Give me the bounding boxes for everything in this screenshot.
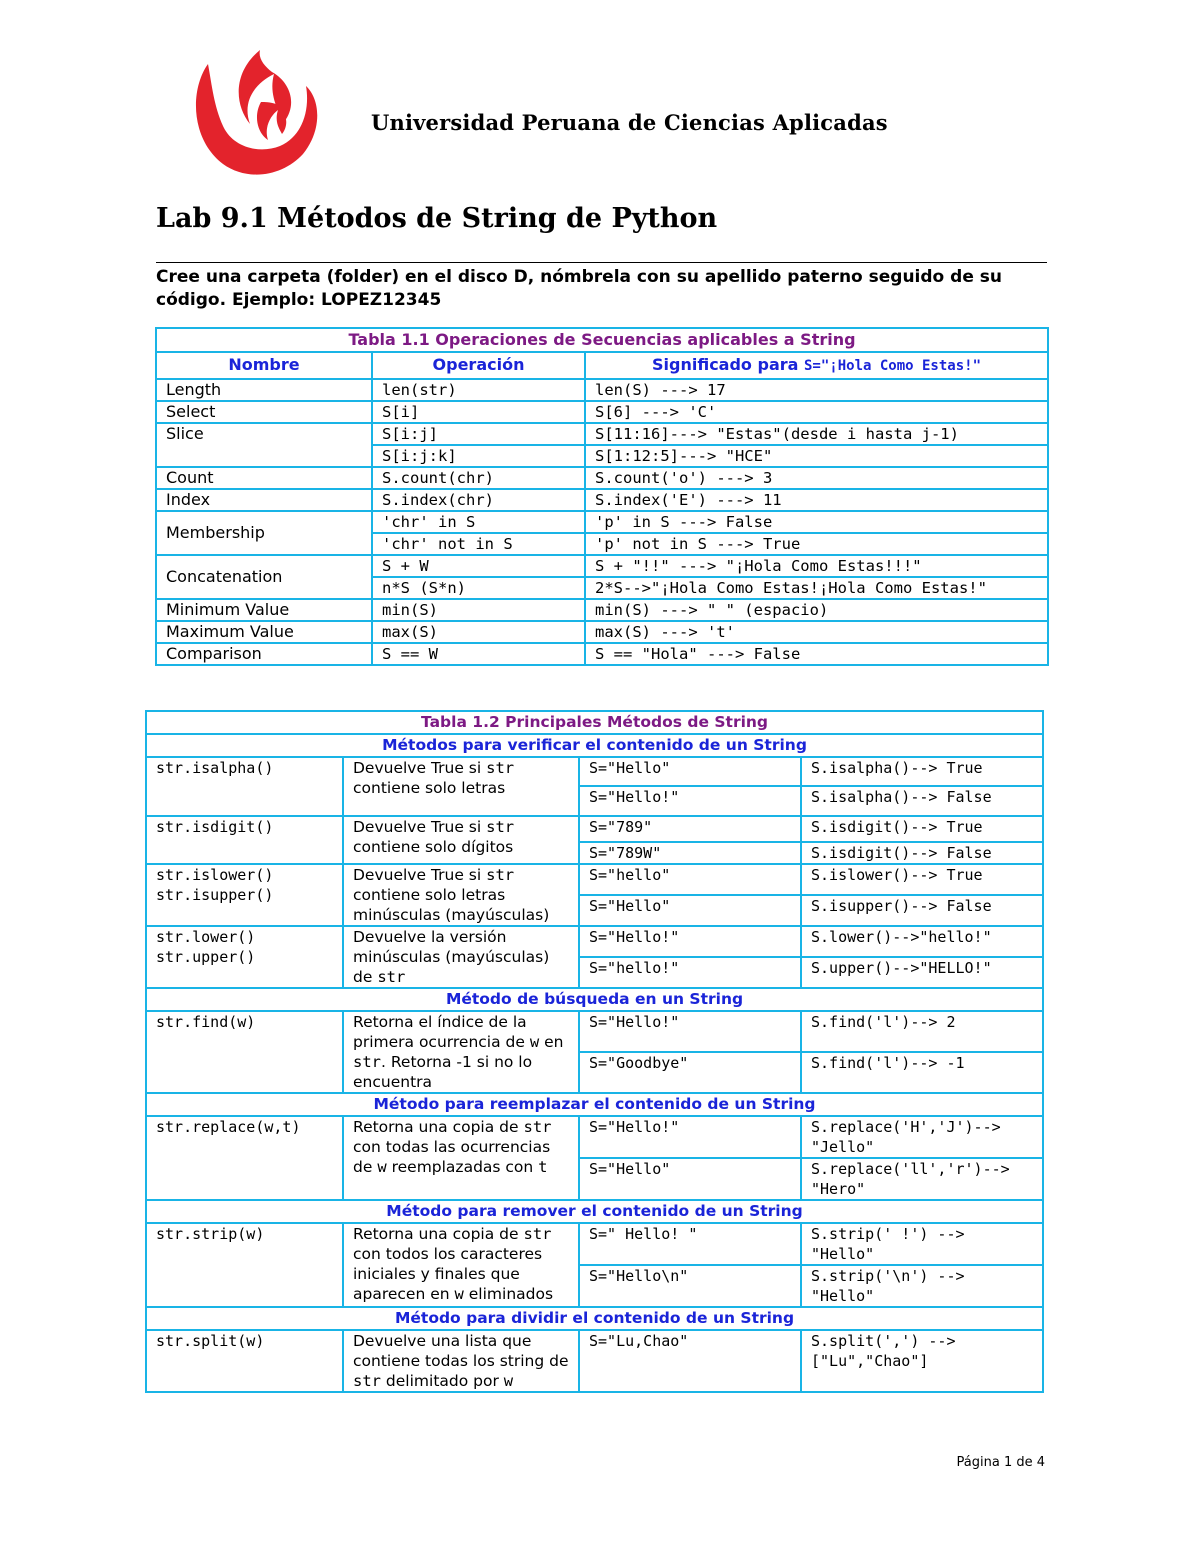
section-row <box>146 988 1043 1011</box>
method-description <box>343 864 579 926</box>
example-input: S="Hello!" <box>579 926 801 957</box>
description-text: contiene solo letras <box>353 779 506 797</box>
operation-example: S[1:12:5]---> "HCE" <box>585 445 1048 467</box>
operation-syntax: min(S) <box>372 599 585 621</box>
table-row <box>156 489 1048 511</box>
example-input: S="hello!" <box>579 957 801 988</box>
operation-name: Concatenation <box>156 555 372 599</box>
string-methods-table <box>145 710 1044 1393</box>
operation-syntax: max(S) <box>372 621 585 643</box>
column-header <box>585 352 1048 379</box>
example-output: S.split(',') --> ["Lu","Chao"] <box>801 1330 1043 1392</box>
method-description <box>343 1223 579 1307</box>
table-row <box>156 555 1048 577</box>
description-code: str <box>353 1372 381 1390</box>
method-row <box>146 1223 1043 1265</box>
method-description <box>343 1330 579 1392</box>
example-output: S.isdigit()--> False <box>801 842 1043 864</box>
operation-syntax: 'chr' not in S <box>372 533 585 555</box>
example-output: S.isalpha()--> False <box>801 786 1043 816</box>
example-output: S.find('l')--> 2 <box>801 1011 1043 1052</box>
description-code: str <box>377 968 406 986</box>
operation-name: Minimum Value <box>156 599 372 621</box>
operation-example: 2*S-->"¡Hola Como Estas!¡Hola Como Estas!" <box>585 577 1048 599</box>
operation-example: S + "!!" ---> "¡Hola Como Estas!!!" <box>585 555 1048 577</box>
description-text: delimitado por <box>381 1372 504 1390</box>
table-row <box>156 467 1048 489</box>
example-output: S.isupper()--> False <box>801 895 1043 926</box>
table-body <box>156 379 1048 665</box>
section-row <box>146 1093 1043 1116</box>
method-row <box>146 1330 1043 1392</box>
operation-example: min(S) ---> " " (espacio) <box>585 599 1048 621</box>
description-code: w <box>454 1285 464 1303</box>
description-text: en <box>539 1033 564 1051</box>
section-title: Métodos para verificar el contenido de un String <box>146 734 1043 757</box>
method-signature: str.isalpha() <box>156 759 274 777</box>
method-row <box>146 1011 1043 1052</box>
operation-syntax: len(str) <box>372 379 585 401</box>
method-description <box>343 1011 579 1093</box>
operation-syntax: S + W <box>372 555 585 577</box>
table-row <box>156 423 1048 445</box>
description-text: Devuelve True si <box>353 759 487 777</box>
example-output: S.upper()-->"HELLO!" <box>801 957 1043 988</box>
example-output: S.find('l')--> -1 <box>801 1052 1043 1093</box>
table-caption: Tabla 1.2 Principales Métodos de String <box>146 711 1043 734</box>
description-code: str <box>523 1225 552 1243</box>
operation-name: Index <box>156 489 372 511</box>
example-input: S="Hello!" <box>579 786 801 816</box>
method-name <box>146 1011 343 1093</box>
description-text: Retorna el índice de la primera ocurrencia de <box>353 1013 530 1051</box>
operation-example: len(S) ---> 17 <box>585 379 1048 401</box>
operation-example: S[11:16]---> "Estas"(desde i hasta j-1) <box>585 423 1048 445</box>
method-signature: str.isdigit() <box>156 818 274 836</box>
operation-syntax: n*S (S*n) <box>372 577 585 599</box>
description-text: Retorna una copia de <box>353 1118 524 1136</box>
operation-example: S.count('o') ---> 3 <box>585 467 1048 489</box>
method-signature: str.strip(w) <box>156 1225 265 1243</box>
university-logo-icon <box>188 44 323 179</box>
method-row <box>146 864 1043 895</box>
method-signature: str.replace(w,t) <box>156 1118 301 1136</box>
method-name <box>146 1116 343 1200</box>
operation-syntax: S.index(chr) <box>372 489 585 511</box>
example-input: S="789" <box>579 816 801 842</box>
example-output: S.strip(' !') --> "Hello" <box>801 1223 1043 1265</box>
operation-example: 'p' not in S ---> True <box>585 533 1048 555</box>
operation-syntax: S[i:j] <box>372 423 585 445</box>
page-number: Página 1 de 4 <box>956 1455 1045 1470</box>
section-row <box>146 1307 1043 1330</box>
section-title: Método para remover el contenido de un String <box>146 1200 1043 1223</box>
table-row <box>156 511 1048 533</box>
operation-name: Comparison <box>156 643 372 665</box>
description-text: reemplazadas con <box>386 1158 539 1176</box>
method-description <box>343 1116 579 1200</box>
table-row <box>156 621 1048 643</box>
operation-name: Membership <box>156 511 372 555</box>
method-signature: str.lower() <box>156 928 256 946</box>
description-text: Devuelve la versión minúsculas (mayúsculas) de <box>353 928 550 986</box>
description-code: str <box>486 759 515 777</box>
document-title: Lab 9.1 Métodos de String de Python <box>156 203 718 234</box>
table-caption: Tabla 1.1 Operaciones de Secuencias aplicables a String <box>156 328 1048 352</box>
example-input: S="789W" <box>579 842 801 864</box>
description-code: w <box>377 1158 387 1176</box>
method-signature: str.islower() <box>156 866 274 884</box>
table-row <box>156 599 1048 621</box>
example-input: S="Hello" <box>579 895 801 926</box>
description-code: str <box>523 1118 552 1136</box>
example-output: S.islower()--> True <box>801 864 1043 895</box>
operation-example: S[6] ---> 'C' <box>585 401 1048 423</box>
example-input: S="hello" <box>579 864 801 895</box>
table-row <box>156 401 1048 423</box>
section-row <box>146 1200 1043 1223</box>
example-input: S=" Hello! " <box>579 1223 801 1265</box>
column-header: Operación <box>372 352 585 379</box>
method-signature: str.split(w) <box>156 1332 265 1350</box>
method-name <box>146 1223 343 1307</box>
description-text: Devuelve True si <box>353 866 487 884</box>
description-text: contiene solo dígitos <box>353 838 514 856</box>
operation-syntax: S[i:j:k] <box>372 445 585 467</box>
operation-syntax: S[i] <box>372 401 585 423</box>
operation-example: S.index('E') ---> 11 <box>585 489 1048 511</box>
method-row <box>146 816 1043 842</box>
example-input: S="Hello!" <box>579 1011 801 1052</box>
sequence-operations-table <box>155 327 1049 666</box>
method-name <box>146 816 343 864</box>
operation-name: Select <box>156 401 372 423</box>
description-text: contiene solo letras minúsculas (mayúsculas) <box>353 886 550 924</box>
operation-name: Length <box>156 379 372 401</box>
description-text: Retorna una copia de <box>353 1225 524 1243</box>
example-output: S.lower()-->"hello!" <box>801 926 1043 957</box>
column-header-code: S="¡Hola Como Estas!" <box>804 358 982 374</box>
instruction-text: Cree una carpeta (folder) en el disco D, nómbrela con su apellido paterno seguido de su código. Ejemplo: LOPEZ12345 <box>156 267 1002 310</box>
example-input: S="Hello\n" <box>579 1265 801 1307</box>
operation-name: Maximum Value <box>156 621 372 643</box>
section-title: Método para dividir el contenido de un String <box>146 1307 1043 1330</box>
description-text: con todos los caracteres iniciales y finales que aparecen en <box>353 1245 543 1303</box>
example-input: S="Goodbye" <box>579 1052 801 1093</box>
example-output: S.strip('\n') --> "Hello" <box>801 1265 1043 1307</box>
example-output: S.isalpha()--> True <box>801 757 1043 786</box>
example-input: S="Lu,Chao" <box>579 1330 801 1392</box>
operation-example: 'p' in S ---> False <box>585 511 1048 533</box>
method-name <box>146 1330 343 1392</box>
section-row <box>146 734 1043 757</box>
example-output: S.replace('H','J')--> "Jello" <box>801 1116 1043 1158</box>
operation-syntax: S.count(chr) <box>372 467 585 489</box>
example-input: S="Hello!" <box>579 1116 801 1158</box>
method-row <box>146 926 1043 957</box>
method-name <box>146 926 343 988</box>
section-title: Método para reemplazar el contenido de un String <box>146 1093 1043 1116</box>
operation-example: max(S) ---> 't' <box>585 621 1048 643</box>
example-input: S="Hello" <box>579 1158 801 1200</box>
operation-name: Slice <box>156 423 372 467</box>
method-description <box>343 926 579 988</box>
table-row <box>156 379 1048 401</box>
method-row <box>146 1116 1043 1158</box>
method-signature: str.upper() <box>156 948 256 966</box>
university-name: Universidad Peruana de Ciencias Aplicadas <box>371 110 888 135</box>
table-body <box>146 734 1043 1392</box>
section-title: Método de búsqueda en un String <box>146 988 1043 1011</box>
description-text: . Retorna -1 si no lo encuentra <box>353 1053 533 1091</box>
description-code: w <box>503 1372 514 1390</box>
description-code: str <box>353 1053 381 1071</box>
description-code: t <box>538 1158 548 1176</box>
description-text: eliminados <box>463 1285 554 1303</box>
operation-example: S == "Hola" ---> False <box>585 643 1048 665</box>
description-text: con todas las ocurrencias de <box>353 1138 551 1176</box>
method-description <box>343 816 579 864</box>
example-input: S="Hello" <box>579 757 801 786</box>
description-code: w <box>529 1033 540 1051</box>
column-header: Nombre <box>156 352 372 379</box>
operation-name: Count <box>156 467 372 489</box>
method-signature: str.isupper() <box>156 886 274 904</box>
description-code: str <box>486 818 515 836</box>
operation-syntax: 'chr' in S <box>372 511 585 533</box>
description-text: Devuelve una lista que contiene todas los string de <box>353 1332 569 1370</box>
table-row <box>156 643 1048 665</box>
title-divider <box>156 262 1047 263</box>
method-name <box>146 757 343 816</box>
example-output: S.replace('ll','r')--> "Hero" <box>801 1158 1043 1200</box>
example-output: S.isdigit()--> True <box>801 816 1043 842</box>
method-row <box>146 757 1043 786</box>
method-name <box>146 864 343 926</box>
method-description <box>343 757 579 816</box>
description-text: Devuelve True si <box>353 818 487 836</box>
method-signature: str.find(w) <box>156 1013 256 1031</box>
column-header-label: Significado para <box>652 355 804 374</box>
operation-syntax: S == W <box>372 643 585 665</box>
description-code: str <box>486 866 515 884</box>
